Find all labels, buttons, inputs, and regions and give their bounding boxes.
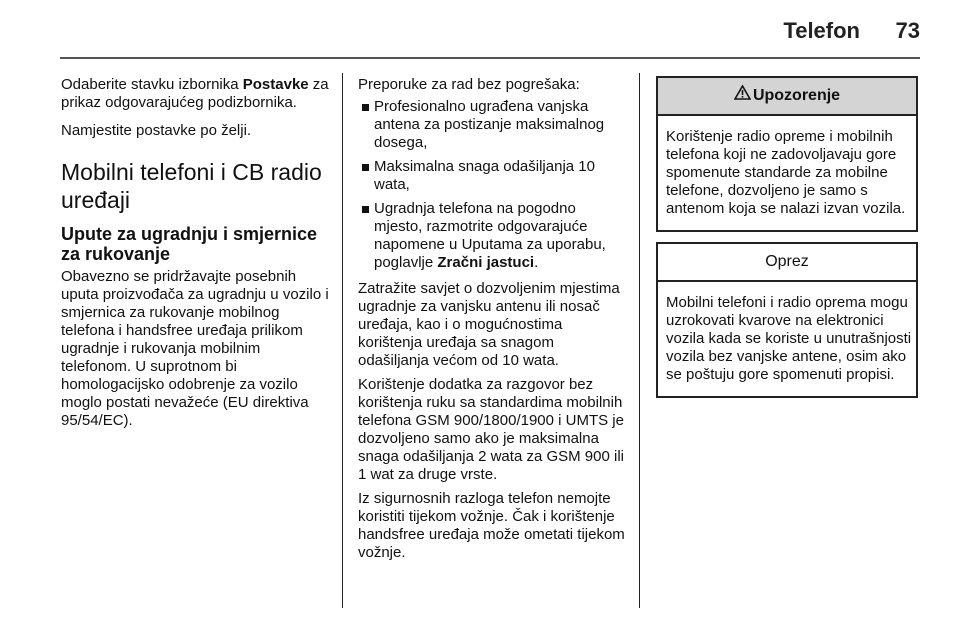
intro-text-end: za prikaz odgovarajućeg podizbornika. <box>61 76 329 111</box>
caution-box <box>656 242 918 398</box>
menu-item-name: Postavke <box>242 76 309 93</box>
list-item-end: . <box>534 254 539 271</box>
warning-box <box>656 76 918 232</box>
settings-paragraph: Namjestite postavke po želji. <box>61 122 252 139</box>
header-rule <box>60 57 920 59</box>
list-item-text: Profesionalno ugrađena vanjska antena za postizanje maksimalnog dosega, <box>374 98 605 151</box>
section-heading: Mobilni telefoni i CB radio uređaji <box>61 159 322 213</box>
bullet-icon <box>362 206 369 213</box>
warning-title: Upozorenje <box>752 87 841 105</box>
page-number: 73 <box>895 18 920 43</box>
antenna-paragraph: Zatražite savjet o dozvoljenim mjestima ugradnje za vanjsku antenu ili nosač uređaja, kao i o mogućnostima korištenja uređaja sa snagom odašiljanja većom od 10 wata. <box>358 280 620 369</box>
bullet-icon <box>362 164 369 171</box>
warning-body: Korištenje radio opreme i mobilnih telefona koji ne zadovoljavaju gore spomenute standarde za mobilne telefone, dozvoljeno je samo s antenom koja se nalazi izvan vozila. <box>666 128 906 217</box>
column-3 <box>656 76 918 408</box>
list-item <box>358 200 626 272</box>
subsection-heading: Upute za ugradnju i smjernice za rukovanje <box>61 224 318 264</box>
list-item <box>358 98 626 152</box>
warning-header <box>658 78 916 116</box>
caution-header: Oprez <box>658 244 916 282</box>
intro-text: Odaberite stavku izbornika <box>61 76 243 93</box>
header-title: Telefon <box>783 18 860 43</box>
intro-paragraph <box>61 76 329 112</box>
list-item-text: Maksimalna snaga odašiljanja 10 wata, <box>374 158 595 193</box>
warning-triangle-icon <box>734 78 751 114</box>
installation-paragraph: Obavezno se pridržavajte posebnih uputa proizvođača za ugradnju u vozilo i smjernica za rukovanje mobilnog telefona i handsfree uređaja prilikom ugradnje i rukovanja mobilnim telefonom. U suprotnom bi homologacijsko odobrenje za vozilo moglo postati nevažeće (EU direktiva 95/54/EC). <box>61 268 329 429</box>
recommendations-list <box>358 98 626 272</box>
list-item-text: Ugradnja telefona na pogodno mjesto, razmotrite odgovarajuće napomene u Uputama za uporabu, poglavlje <box>374 200 606 271</box>
column-2 <box>358 76 626 572</box>
handsfree-paragraph: Korištenje dodatka za razgovor bez korištenja ruku sa standardima mobilnih telefona GSM 900/1800/1900 i UMTS je dozvoljeno samo ako je maksimalna snaga odašiljanja 2 wata za GSM 900 ili 1 wat za druge vrste. <box>358 376 624 483</box>
safety-paragraph: Iz sigurnosnih razloga telefon nemojte koristiti tijekom vožnje. Čak i korištenje handsfree uređaja može ometati tijekom vožnje. <box>358 490 625 561</box>
caution-body: Mobilni telefoni i radio oprema mogu uzrokovati kvarove na elektronici vozila kada se koriste u unutrašnjosti vozila bez vanjske antene, osim ako se poštuju gore spomenuti propisi. <box>666 294 912 383</box>
chapter-reference: Zračni jastuci <box>437 254 535 271</box>
column-divider-right <box>639 73 640 608</box>
recommendations-lead: Preporuke za rad bez pogrešaka: <box>358 76 580 93</box>
column-1 <box>61 76 329 440</box>
list-item <box>358 158 626 194</box>
column-divider-left <box>342 73 343 608</box>
bullet-icon <box>362 104 369 111</box>
